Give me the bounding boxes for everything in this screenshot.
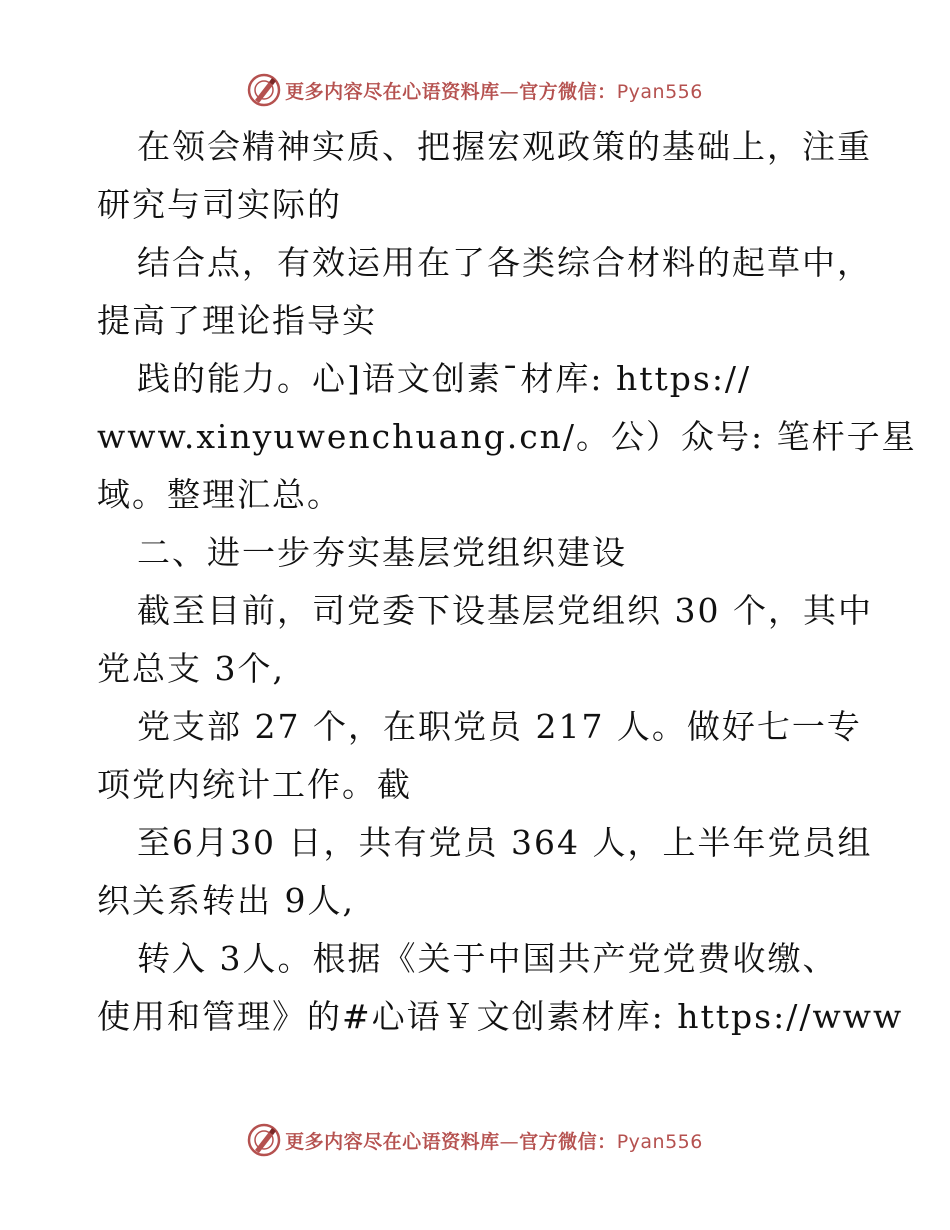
text-line: 织关系转出 9人,: [97, 881, 355, 920]
banner-wechat: 官方微信：: [519, 1130, 617, 1153]
banner-main: 更多内容尽在心语资料库: [285, 80, 500, 103]
text-line: www.xinyuwenchuang.cn/。公）众号: 笔杆子星: [97, 417, 917, 456]
banner-dash: —: [499, 1130, 520, 1153]
pen-logo-icon: [247, 73, 281, 107]
text-line: 域。整理汇总。: [97, 475, 342, 514]
banner-id: Pyan556: [616, 1130, 703, 1153]
text-line: 提高了理论指导实: [97, 301, 377, 340]
text-line: 党总支 3个,: [97, 649, 285, 688]
text-line: 在领会精神实质、把握宏观政策的基础上，注重: [137, 127, 872, 166]
footer-banner: [0, 1120, 950, 1160]
text-line: 至6月30 日，共有党员 364 人，上半年党员组: [137, 823, 873, 862]
text-line: 结合点，有效运用在了各类综合材料的起草中，: [137, 243, 872, 282]
text-line: 党支部 27 个，在职党员 217 人。做好七一专: [137, 707, 862, 746]
text-line: 使用和管理》的#心语￥文创素材库: https://www: [97, 997, 904, 1036]
document-body: [97, 118, 917, 1046]
pen-logo-icon: [247, 1123, 281, 1157]
text-line: 项党内统计工作。截: [97, 765, 412, 804]
section-heading: 二、进一步夯实基层党组织建设: [137, 533, 627, 572]
banner-dash: —: [499, 80, 520, 103]
banner-text: [285, 77, 703, 104]
banner-wechat: 官方微信：: [519, 80, 617, 103]
banner-main: 更多内容尽在心语资料库: [285, 1130, 500, 1153]
text-line: 截至目前，司党委下设基层党组织 30 个，其中: [137, 591, 873, 630]
header-banner: [0, 70, 950, 110]
text-line: 研究与司实际的: [97, 185, 342, 224]
banner-text: [285, 1127, 703, 1154]
text-line: 践的能力。心]语文创素¯材库: https://: [137, 359, 752, 398]
text-line: 转入 3人。根据《关于中国共产党党费收缴、: [137, 939, 838, 978]
banner-id: Pyan556: [616, 80, 703, 103]
